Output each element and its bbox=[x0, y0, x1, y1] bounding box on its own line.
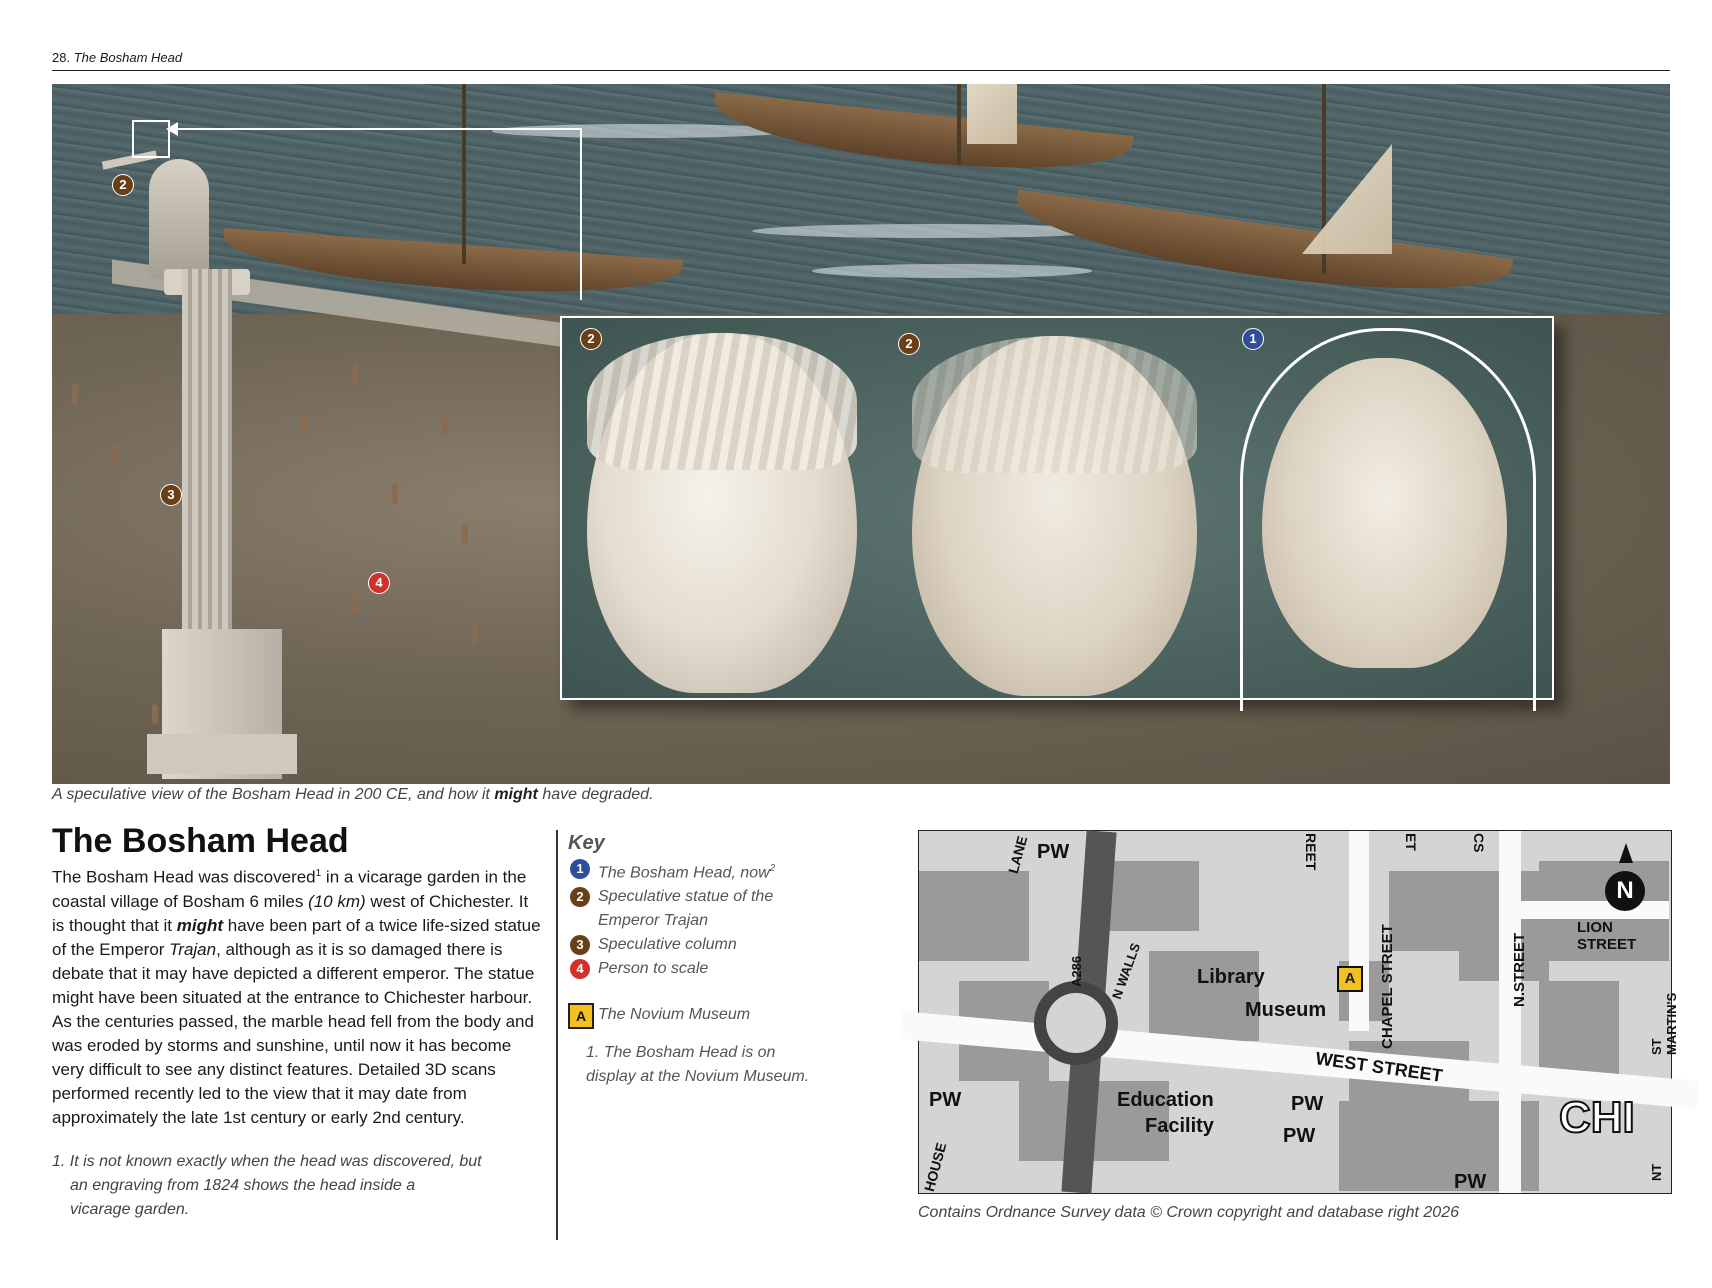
map-label-a286: A286 bbox=[1069, 955, 1084, 987]
key-badge: 1 bbox=[570, 859, 590, 879]
map-label-chapel-street: CHAPEL STREET bbox=[1379, 924, 1396, 1049]
figure bbox=[72, 384, 78, 404]
page-header bbox=[52, 50, 1670, 71]
museum-marker-icon: A bbox=[568, 1003, 594, 1029]
map-label-n-walls: N WALLS bbox=[1109, 941, 1144, 1002]
statue-head-highlight bbox=[132, 120, 170, 158]
speculative-scene-illustration bbox=[52, 84, 1670, 784]
body-emphasis: might bbox=[176, 915, 224, 935]
column-plinth bbox=[147, 734, 297, 774]
map-label-library: Library bbox=[1197, 966, 1265, 988]
badge-person: 4 bbox=[368, 572, 390, 594]
map-block bbox=[1109, 861, 1199, 931]
badge-inset-head-now: 1 bbox=[1242, 328, 1264, 350]
map-label-street-fragment: ET bbox=[1403, 833, 1419, 851]
body-text: have been part of a twice life-sized statue of the Emperor bbox=[52, 915, 541, 959]
badge-column: 3 bbox=[160, 484, 182, 506]
museum-marker-icon: A bbox=[1337, 966, 1363, 992]
trajan-head-degrading bbox=[912, 336, 1197, 696]
map-label-street-fragment: NT bbox=[1649, 1163, 1664, 1181]
map-label-facility: Facility bbox=[1145, 1115, 1214, 1137]
map-label-pw: PW bbox=[1037, 841, 1070, 863]
body-text: in a vicarage garden in the coastal village of Bosham 6 miles bbox=[52, 867, 527, 911]
body-text: , although as it is so damaged there is debate that it may have depicted a different emperor. The statue might have been situated at the entrance to Chichester harbour. As the centuries passed, the marble head fell from the body and was eroded by storms and sunshine, until now it has become very difficult to see any distinct features. Detailed 3D scans performed recently led to the view that it may date from approximately the late 1st century or early 2nd century. bbox=[52, 939, 535, 1127]
key-item bbox=[568, 957, 828, 981]
map-credit: Contains Ordnance Survey data © Crown copyright and database right 2026 bbox=[918, 1204, 1459, 1221]
key-heading: Key bbox=[568, 832, 605, 854]
key-label: Person to scale bbox=[598, 960, 709, 978]
bosham-head-now bbox=[1262, 358, 1507, 668]
map-block bbox=[919, 871, 1029, 961]
figure bbox=[152, 704, 158, 724]
footnote-line: 1. It is not known exactly when the head was discovered, but bbox=[52, 1153, 482, 1170]
head-hair bbox=[912, 336, 1197, 473]
ship-sail bbox=[967, 84, 1017, 144]
figure bbox=[352, 594, 358, 614]
map-label-chichester: CHI bbox=[1559, 1093, 1635, 1142]
footnote bbox=[52, 1150, 522, 1222]
body-km: (10 km) bbox=[308, 891, 366, 911]
badge-statue: 2 bbox=[112, 174, 134, 196]
figure bbox=[392, 484, 398, 504]
key-badge: 4 bbox=[570, 959, 590, 979]
body-trajan: Trajan bbox=[169, 939, 217, 959]
map-roundabout bbox=[1034, 981, 1118, 1065]
map-label-street-fragment: CS bbox=[1471, 833, 1487, 853]
connector-line bbox=[580, 128, 582, 300]
map-label-street-fragment: REET bbox=[1303, 833, 1319, 871]
map-label-education: Education bbox=[1117, 1089, 1214, 1111]
article-title: The Bosham Head bbox=[52, 822, 349, 860]
map-label-lane: LANE bbox=[1005, 834, 1031, 876]
figure bbox=[472, 624, 478, 644]
map-road-lion-street bbox=[1509, 901, 1669, 919]
map-label-pw: PW bbox=[1283, 1125, 1316, 1147]
map-block bbox=[1389, 871, 1469, 951]
map-block bbox=[1149, 951, 1259, 1041]
connector-line bbox=[170, 128, 582, 130]
connector-arrow-icon bbox=[166, 122, 178, 136]
key-item-museum bbox=[568, 1003, 828, 1027]
article-body bbox=[52, 862, 542, 1130]
location-map bbox=[918, 830, 1679, 1194]
map-label-pw: PW bbox=[929, 1089, 962, 1111]
key-item bbox=[568, 857, 828, 885]
north-arrow-icon: N bbox=[1605, 871, 1645, 911]
key-label: Speculative column bbox=[598, 936, 737, 954]
map-label-pw: PW bbox=[1454, 1171, 1487, 1193]
map-label-lion-street: LION STREET bbox=[1577, 919, 1637, 953]
caption-emphasis: might bbox=[494, 786, 538, 803]
figure bbox=[302, 414, 308, 434]
trajan-head-intact bbox=[587, 333, 857, 693]
footnote-ref: 1 bbox=[315, 868, 322, 879]
speculative-column bbox=[182, 269, 232, 639]
caption-text: have degraded. bbox=[537, 786, 654, 803]
map-label-house: HOUSE bbox=[921, 1140, 950, 1194]
footnote-ref: 2 bbox=[769, 863, 776, 874]
boat-wake bbox=[812, 264, 1092, 278]
key-badge: 3 bbox=[570, 935, 590, 955]
key-label: The Novium Museum bbox=[598, 1006, 751, 1024]
figure bbox=[352, 364, 358, 384]
north-pointer-icon bbox=[1619, 843, 1633, 863]
figure bbox=[442, 414, 448, 434]
map-label-west-street: WEST STREET bbox=[1314, 1048, 1444, 1086]
key-item bbox=[568, 885, 828, 933]
map-label-pw: PW bbox=[1291, 1093, 1324, 1115]
map-label-n-street: N.STREET bbox=[1511, 932, 1528, 1007]
key-label: The Bosham Head, now bbox=[598, 864, 770, 882]
key-badge: 2 bbox=[570, 887, 590, 907]
head-comparison-inset bbox=[560, 316, 1554, 700]
figure bbox=[112, 444, 118, 464]
badge-inset-statue: 2 bbox=[580, 328, 602, 350]
trajan-statue bbox=[149, 159, 209, 279]
illustration-caption bbox=[52, 786, 654, 804]
column-divider bbox=[556, 830, 558, 1240]
badge-inset-statue-degraded: 2 bbox=[898, 333, 920, 355]
footnote-line: an engraving from 1824 shows the head inside a bbox=[70, 1177, 416, 1194]
caption-text: A speculative view of the Bosham Head in 200 CE, and how it bbox=[52, 786, 495, 803]
map-road-chapel-street bbox=[1349, 831, 1369, 1031]
running-title: The Bosham Head bbox=[73, 50, 183, 65]
map-road-north-street bbox=[1499, 831, 1521, 1193]
figure bbox=[462, 524, 468, 544]
key-note: 1. The Bosham Head is on display at the Novium Museum. bbox=[586, 1044, 810, 1086]
head-hair bbox=[587, 333, 857, 470]
ship-mast bbox=[462, 84, 466, 264]
map-label-museum: Museum bbox=[1245, 999, 1327, 1021]
map-label-st-martins: ST MARTIN'S bbox=[1649, 992, 1679, 1055]
ship-mast bbox=[957, 84, 961, 164]
footnote-line: vicarage garden. bbox=[70, 1201, 190, 1218]
page-number: 28. bbox=[52, 50, 71, 65]
key-label: Speculative statue of the Emperor Trajan bbox=[598, 888, 774, 930]
body-text: The Bosham Head was discovered bbox=[52, 867, 316, 887]
body-text: west of Chichester. It is thought that it bbox=[52, 891, 529, 935]
key-legend bbox=[568, 832, 828, 1089]
key-item bbox=[568, 933, 828, 957]
